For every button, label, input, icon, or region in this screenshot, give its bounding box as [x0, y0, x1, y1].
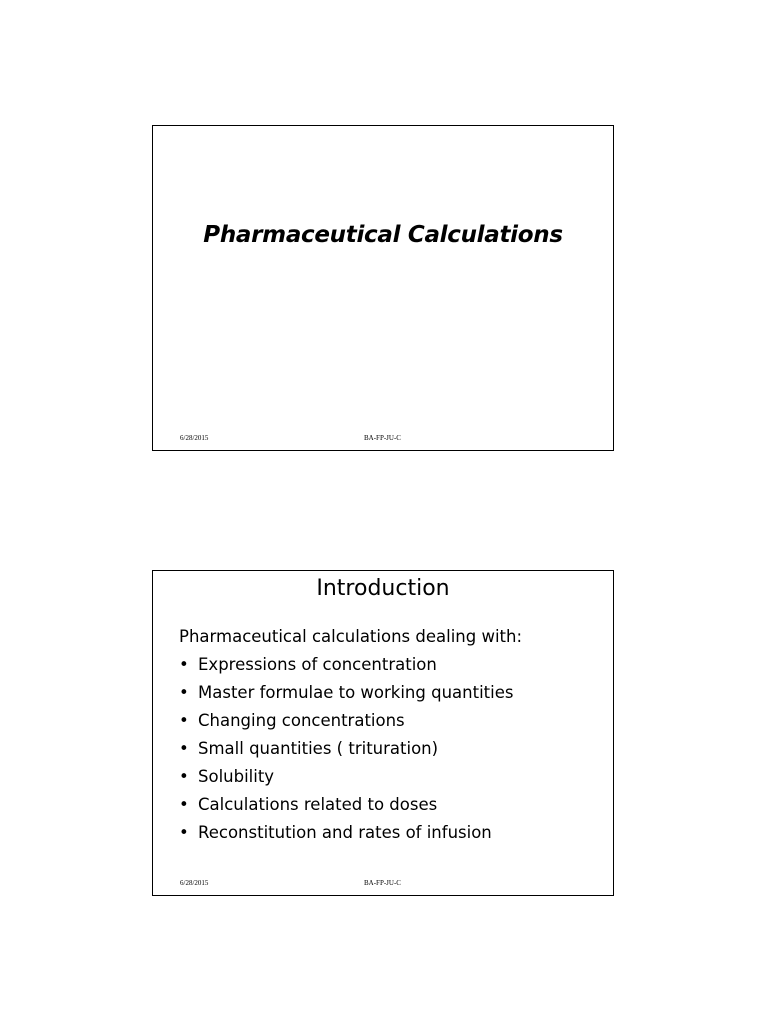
- bullet-item: [179, 763, 603, 791]
- bullet-item: [179, 735, 603, 763]
- bullet-text: Small quantities ( trituration): [198, 739, 439, 758]
- slide-body: [179, 623, 603, 847]
- slide-title: Pharmaceutical Calculations: [203, 222, 563, 248]
- slide-footer-date: 6/28/2015: [180, 879, 209, 887]
- bullet-text: Master formulae to working quantities: [198, 683, 514, 702]
- slide-intro-text: Pharmaceutical calculations dealing with:: [179, 627, 523, 646]
- bullet-text: Expressions of concentration: [198, 655, 437, 674]
- bullet-icon: •: [179, 711, 189, 730]
- slide-footer-date: 6/28/2015: [180, 434, 209, 442]
- bullet-text: Reconstitution and rates of infusion: [198, 823, 492, 842]
- bullet-text: Changing concentrations: [198, 711, 405, 730]
- slide-footer-code: BA-FP-JU-C: [364, 879, 401, 887]
- bullet-item: [179, 679, 603, 707]
- bullet-icon: •: [179, 739, 189, 758]
- bullet-list: [179, 651, 603, 847]
- bullet-item: [179, 651, 603, 679]
- bullet-icon: •: [179, 823, 189, 842]
- slide-footer-code: BA-FP-JU-C: [364, 434, 401, 442]
- bullet-item: [179, 707, 603, 735]
- bullet-icon: •: [179, 655, 189, 674]
- slide-introduction: [152, 570, 614, 896]
- bullet-icon: •: [179, 683, 189, 702]
- slide-title-page: [152, 125, 614, 451]
- bullet-icon: •: [179, 767, 189, 786]
- bullet-text: Calculations related to doses: [198, 795, 438, 814]
- slide-heading: Introduction: [316, 576, 450, 601]
- bullet-text: Solubility: [198, 767, 275, 786]
- bullet-item: [179, 819, 603, 847]
- bullet-icon: •: [179, 795, 189, 814]
- bullet-item: [179, 791, 603, 819]
